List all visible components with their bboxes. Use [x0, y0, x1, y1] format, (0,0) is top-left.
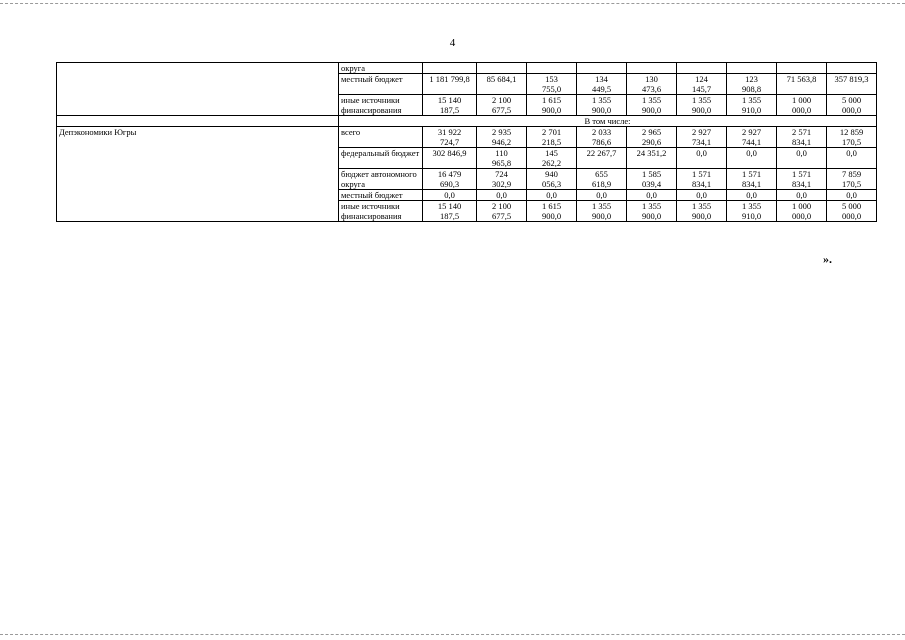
row-label: бюджет автономного округа [339, 169, 423, 190]
value-cell: 2 100 677,5 [477, 95, 527, 116]
subheader-label: В том числе: [339, 116, 877, 127]
program-name: Депэкономики Югры [57, 127, 339, 222]
row-label: всего [339, 127, 423, 148]
value-cell: 7 859 170,5 [827, 169, 877, 190]
value-cell: 2 571 834,1 [777, 127, 827, 148]
row-label: округа [339, 63, 423, 74]
value-cell: 12 859 170,5 [827, 127, 877, 148]
row-label: иные источники финансирования [339, 201, 423, 222]
value-cell: 0,0 [677, 190, 727, 201]
subheader-row [57, 116, 877, 127]
table-row [57, 127, 877, 148]
table-body [57, 63, 877, 222]
value-cell: 357 819,3 [827, 74, 877, 95]
value-cell: 15 140 187,5 [423, 201, 477, 222]
value-cell: 2 935 946,2 [477, 127, 527, 148]
value-cell [677, 63, 727, 74]
budget-table [56, 62, 877, 222]
value-cell: 0,0 [827, 190, 877, 201]
value-cell: 2 927 744,1 [727, 127, 777, 148]
value-cell: 1 585 039,4 [627, 169, 677, 190]
value-cell: 0,0 [527, 190, 577, 201]
value-cell: 31 922 724,7 [423, 127, 477, 148]
scan-edge-top [0, 3, 905, 4]
value-cell: 5 000 000,0 [827, 201, 877, 222]
value-cell [527, 63, 577, 74]
value-cell: 1 571 834,1 [727, 169, 777, 190]
value-cell: 1 355 900,0 [577, 201, 627, 222]
value-cell: 0,0 [577, 190, 627, 201]
value-cell: 1 355 900,0 [627, 201, 677, 222]
value-cell: 24 351,2 [627, 148, 677, 169]
value-cell: 16 479 690,3 [423, 169, 477, 190]
value-cell: 2 927 734,1 [677, 127, 727, 148]
value-cell: 153 755,0 [527, 74, 577, 95]
value-cell: 15 140 187,5 [423, 95, 477, 116]
value-cell: 1 615 900,0 [527, 95, 577, 116]
row-label: местный бюджет [339, 74, 423, 95]
value-cell: 0,0 [777, 148, 827, 169]
value-cell: 71 563,8 [777, 74, 827, 95]
value-cell: 0,0 [477, 190, 527, 201]
value-cell: 130 473,6 [627, 74, 677, 95]
value-cell: 0,0 [627, 190, 677, 201]
row-label: иные источники финансирования [339, 95, 423, 116]
value-cell [727, 63, 777, 74]
value-cell: 1 000 000,0 [777, 95, 827, 116]
value-cell: 22 267,7 [577, 148, 627, 169]
value-cell: 110 965,8 [477, 148, 527, 169]
value-cell: 2 701 218,5 [527, 127, 577, 148]
value-cell: 85 684,1 [477, 74, 527, 95]
value-cell: 134 449,5 [577, 74, 627, 95]
value-cell [827, 63, 877, 74]
page-number: 4 [449, 37, 456, 49]
value-cell: 2 033 786,6 [577, 127, 627, 148]
value-cell [423, 63, 477, 74]
value-cell: 124 145,7 [677, 74, 727, 95]
value-cell: 0,0 [827, 148, 877, 169]
value-cell: 1 571 834,1 [677, 169, 727, 190]
program-cell-blank [57, 63, 339, 116]
value-cell: 123 908,8 [727, 74, 777, 95]
value-cell: 2 965 290,6 [627, 127, 677, 148]
value-cell [777, 63, 827, 74]
value-cell: 724 302,9 [477, 169, 527, 190]
row-label: федеральный бюджет [339, 148, 423, 169]
table-row [57, 63, 877, 74]
value-cell: 940 056,3 [527, 169, 577, 190]
subheader-blank [57, 116, 339, 127]
value-cell: 1 181 799,8 [423, 74, 477, 95]
value-cell: 0,0 [727, 190, 777, 201]
value-cell: 655 618,9 [577, 169, 627, 190]
value-cell: 1 355 910,0 [727, 95, 777, 116]
closing-quote-mark: ». [823, 252, 832, 266]
value-cell: 5 000 000,0 [827, 95, 877, 116]
value-cell [477, 63, 527, 74]
value-cell [577, 63, 627, 74]
value-cell: 0,0 [423, 190, 477, 201]
value-cell: 1 355 910,0 [727, 201, 777, 222]
value-cell: 1 355 900,0 [577, 95, 627, 116]
row-label: местный бюджет [339, 190, 423, 201]
value-cell: 1 000 000,0 [777, 201, 827, 222]
value-cell: 2 100 677,5 [477, 201, 527, 222]
scan-edge-bottom [0, 634, 905, 635]
value-cell: 0,0 [727, 148, 777, 169]
value-cell: 1 355 900,0 [677, 95, 727, 116]
value-cell: 0,0 [777, 190, 827, 201]
value-cell: 0,0 [677, 148, 727, 169]
value-cell: 302 846,9 [423, 148, 477, 169]
value-cell [627, 63, 677, 74]
value-cell: 1 571 834,1 [777, 169, 827, 190]
value-cell: 1 355 900,0 [627, 95, 677, 116]
value-cell: 1 615 900,0 [527, 201, 577, 222]
value-cell: 1 355 900,0 [677, 201, 727, 222]
value-cell: 145 262,2 [527, 148, 577, 169]
